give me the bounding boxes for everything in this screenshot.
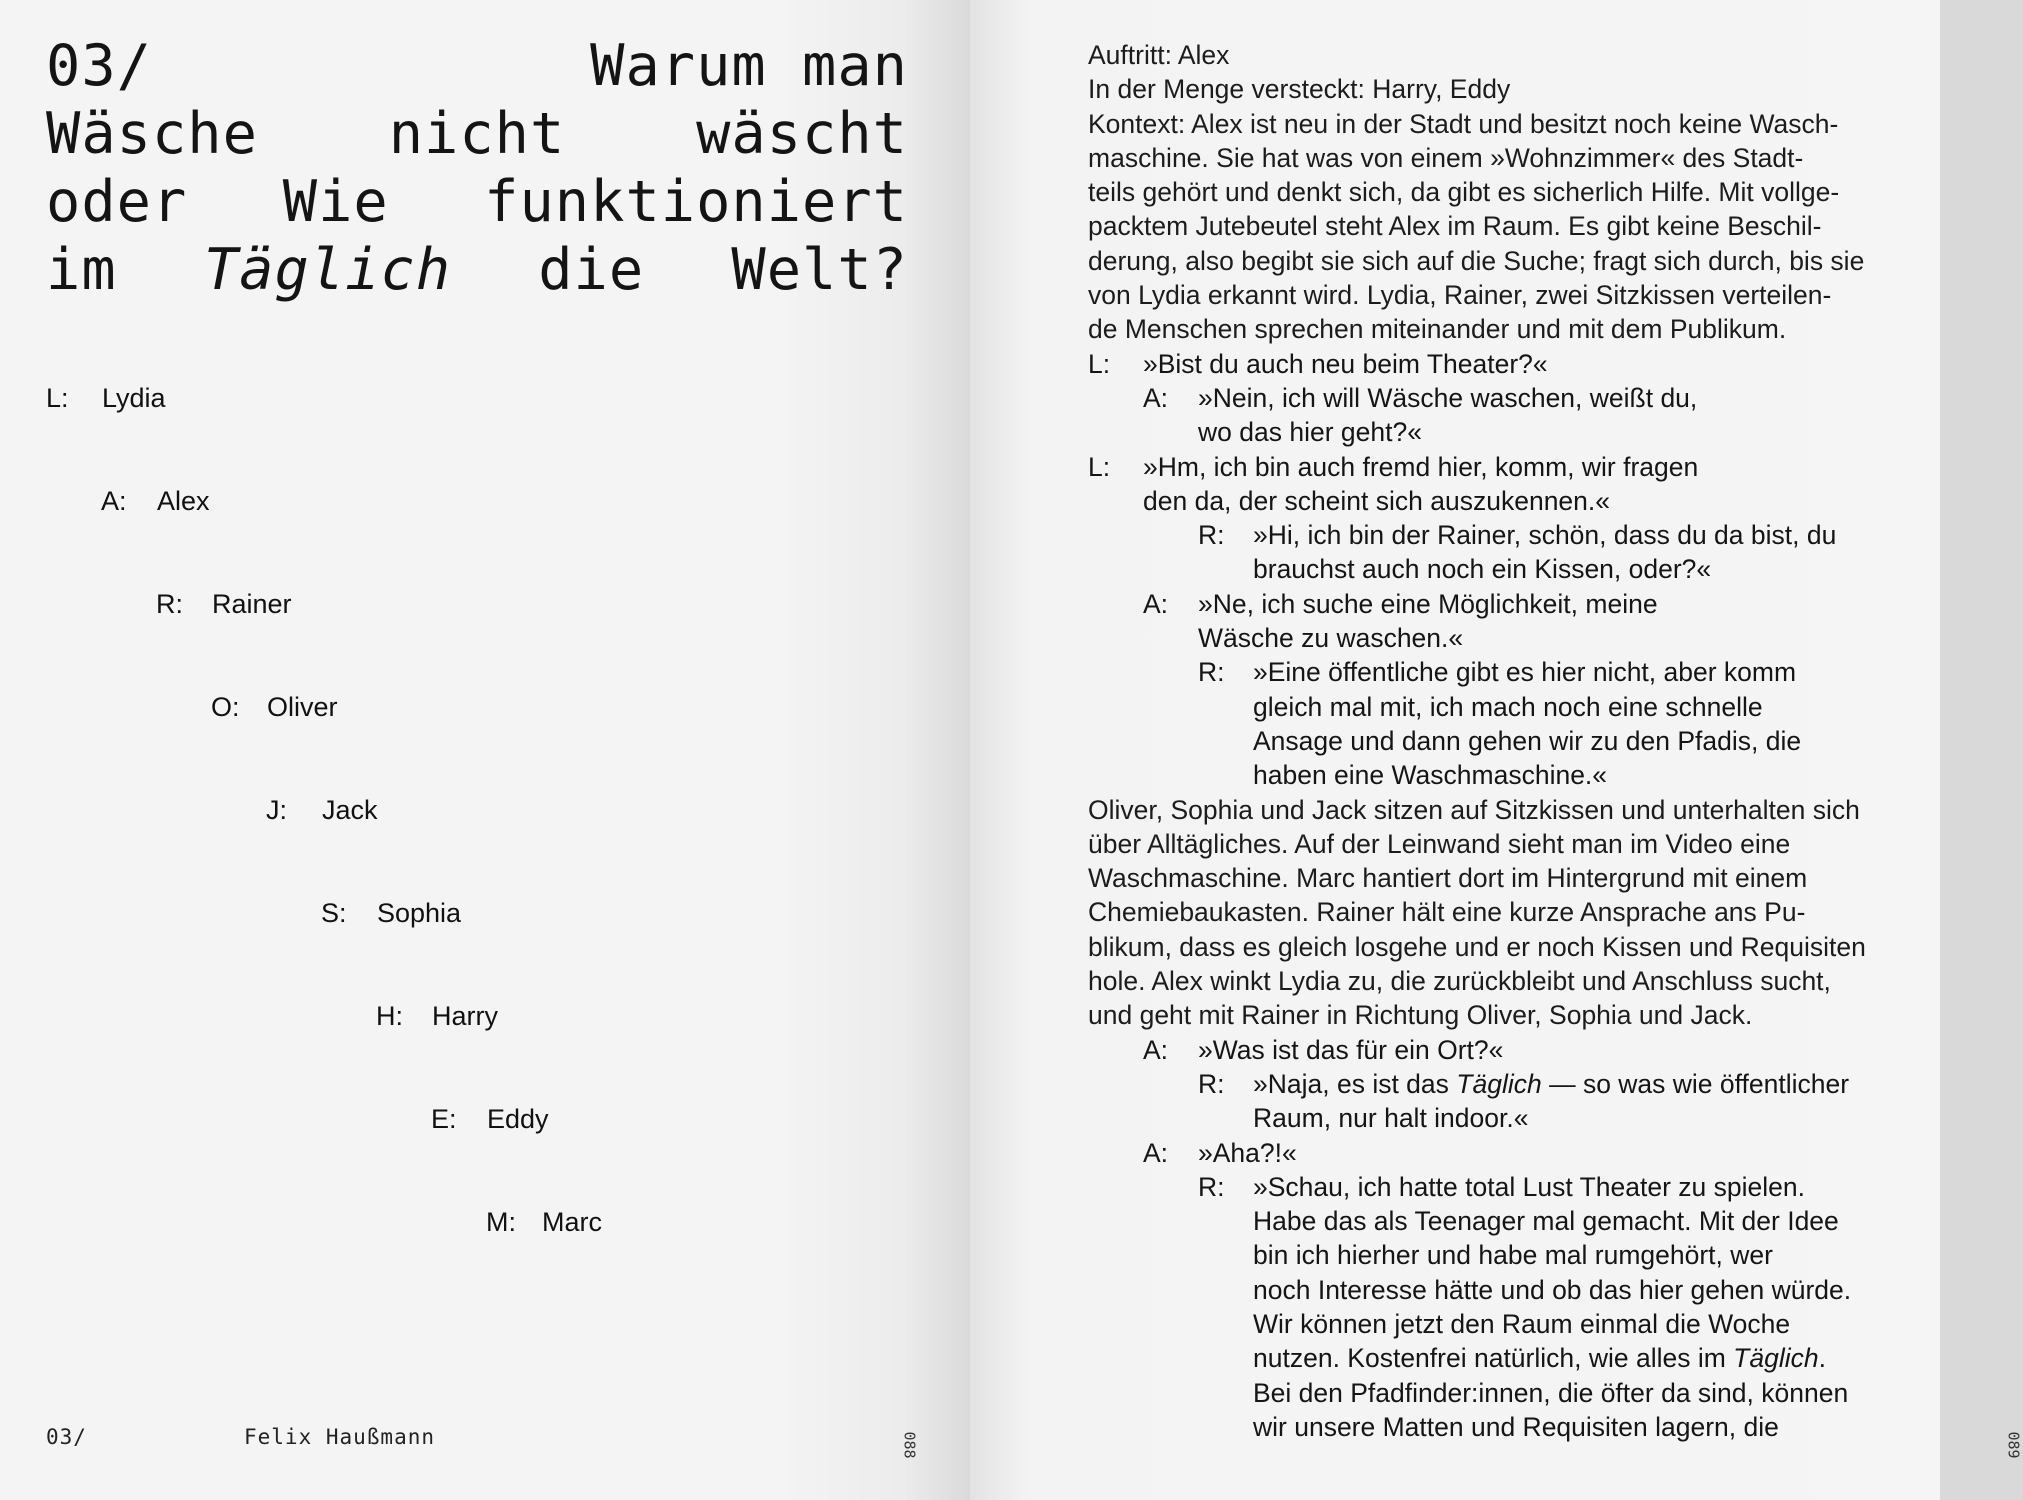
speaker-tag: R:	[1198, 520, 1225, 551]
cast-key: J:	[266, 795, 288, 825]
line-text: von Lydia erkannt wird. Lydia, Rainer, zwei Sitzkissen verteilen-	[1088, 280, 1832, 311]
text-line	[1088, 690, 1908, 724]
text-line	[1088, 1204, 1908, 1238]
title-word: im	[46, 237, 117, 303]
line-text: Bei den Pfadfinder:innen, die öfter da sind, können	[1253, 1377, 1849, 1408]
dialogue-line	[1088, 655, 1908, 689]
line-text: teils gehört und denkt sich, da gibt es sicherlich Hilfe. Mit vollge-	[1088, 177, 1840, 208]
line-text: »Hm, ich bin auch fremd hier, komm, wir fragen	[1143, 451, 1699, 482]
line-text: gleich mal mit, ich mach noch eine schnelle	[1253, 691, 1763, 722]
text-line	[1088, 1307, 1908, 1341]
line-text: haben eine Waschmaschine.«	[1253, 760, 1608, 791]
cast-entry	[46, 381, 166, 415]
dialogue-line	[1088, 347, 1908, 381]
cast-entry	[486, 1205, 602, 1239]
dialogue-line	[1088, 518, 1908, 552]
text-line	[1088, 621, 1908, 655]
title-word: oder	[46, 169, 188, 235]
line-text: »Ne, ich suche eine Möglichkeit, meine	[1198, 588, 1658, 619]
title-line	[46, 100, 908, 168]
speaker-tag	[1198, 1204, 1253, 1238]
speaker-tag	[1198, 758, 1253, 792]
title-word: Wie	[282, 169, 389, 235]
text-line	[1088, 312, 1908, 346]
title-word: die	[538, 237, 645, 303]
cast-entry	[321, 896, 461, 930]
speaker-tag	[1198, 1101, 1253, 1135]
line-text: wir unsere Matten und Requisiten lagern, die	[1253, 1411, 1779, 1442]
text-line	[1088, 1410, 1908, 1444]
footer-chapter: 03/	[46, 1425, 87, 1449]
line-text: In der Menge versteckt: Harry, Eddy	[1088, 74, 1511, 105]
speaker-tag: L:	[1088, 451, 1111, 482]
speaker-tag	[1198, 724, 1253, 758]
page-number-left: 088	[900, 1431, 919, 1459]
text-line	[1088, 930, 1908, 964]
speaker-tag	[1198, 1273, 1253, 1307]
cast-entry	[156, 587, 292, 621]
line-text: »Nein, ich will Wäsche waschen, weißt du,	[1198, 382, 1698, 413]
line-text: blikum, dass es gleich losgehe und er noch Kissen und Requisiten	[1088, 931, 1866, 962]
cast-key: M:	[486, 1207, 516, 1237]
page-number-right: 089	[2004, 1431, 2023, 1459]
line-text: Raum, nur halt indoor.«	[1253, 1103, 1529, 1134]
text-line	[1088, 758, 1908, 792]
line-text: »Naja, es ist das Täglich — so was wie öffentlicher	[1253, 1068, 1850, 1099]
cast-key: R:	[156, 589, 183, 619]
text-line	[1088, 209, 1908, 243]
line-text: den da, der scheint sich auszukennen.«	[1143, 485, 1611, 516]
text-line	[1088, 278, 1908, 312]
text-line	[1088, 552, 1908, 586]
text-line	[1088, 1376, 1908, 1410]
speaker-tag: L:	[1088, 348, 1111, 379]
cast-name: Rainer	[212, 589, 292, 619]
cast-name: Alex	[157, 486, 210, 516]
speaker-tag	[1088, 484, 1143, 518]
line-text: »Schau, ich hatte total Lust Theater zu spielen.	[1253, 1171, 1805, 1202]
title-word: nicht	[388, 101, 566, 167]
speaker-tag	[1198, 1238, 1253, 1272]
line-text: derung, also begibt sie sich auf die Suche; fragt sich durch, bis sie	[1088, 245, 1865, 276]
title-word: wäscht	[696, 101, 908, 167]
text-line	[1088, 998, 1908, 1032]
footer-author: Felix Haußmann	[244, 1425, 436, 1449]
line-text: brauchst auch noch ein Kissen, oder?«	[1253, 554, 1712, 585]
cast-entry	[376, 999, 498, 1033]
line-text: »Eine öffentliche gibt es hier nicht, aber komm	[1253, 657, 1797, 688]
speaker-tag	[1198, 1376, 1253, 1410]
text-line	[1088, 175, 1908, 209]
speaker-tag	[1198, 690, 1253, 724]
speaker-tag: R:	[1198, 657, 1225, 688]
text-line	[1088, 827, 1908, 861]
cast-name: Marc	[542, 1207, 602, 1237]
text-line	[1088, 964, 1908, 998]
title-word: funktioniert	[484, 169, 908, 235]
title-line	[46, 236, 908, 304]
cast-name: Jack	[322, 795, 378, 825]
text-line	[1088, 1341, 1908, 1375]
chapter-title	[46, 32, 908, 304]
cast-entry	[101, 484, 210, 518]
cast-key: L:	[46, 383, 69, 413]
line-text: Kontext: Alex ist neu in der Stadt und besitzt noch keine Wasch-	[1088, 108, 1839, 139]
text-line	[1088, 107, 1908, 141]
line-text: »Bist du auch neu beim Theater?«	[1143, 348, 1548, 379]
text-line	[1088, 895, 1908, 929]
text-line	[1088, 1101, 1908, 1135]
line-text: und geht mit Rainer in Richtung Oliver, Sophia und Jack.	[1088, 1000, 1753, 1031]
line-text: Waschmaschine. Marc hantiert dort im Hintergrund mit einem	[1088, 863, 1808, 894]
text-line	[1088, 484, 1908, 518]
text-line	[1088, 793, 1908, 827]
cast-name: Harry	[432, 1001, 498, 1031]
cast-key: A:	[101, 486, 127, 516]
cast-name: Eddy	[487, 1104, 549, 1134]
speaker-tag	[1198, 1307, 1253, 1341]
line-text: de Menschen sprechen miteinander und mit dem Publikum.	[1088, 314, 1787, 345]
script-text	[1088, 38, 1908, 1444]
title-line	[46, 168, 908, 236]
line-text: »Aha?!«	[1198, 1137, 1297, 1168]
dialogue-line	[1088, 381, 1908, 415]
text-line	[1088, 141, 1908, 175]
line-text: nutzen. Kostenfrei natürlich, wie alles im Täglich.	[1253, 1343, 1826, 1374]
line-text: Habe das als Teenager mal gemacht. Mit der Idee	[1253, 1206, 1839, 1237]
title-line	[46, 32, 908, 100]
dialogue-line	[1088, 1170, 1908, 1204]
dialogue-line	[1088, 450, 1908, 484]
line-text: Chemiebaukasten. Rainer hält eine kurze Ansprache ans Pu-	[1088, 897, 1806, 928]
dialogue-line	[1088, 1033, 1908, 1067]
text-line	[1088, 244, 1908, 278]
speaker-tag: R:	[1198, 1068, 1225, 1099]
left-page	[0, 0, 970, 1500]
speaker-tag	[1198, 1341, 1253, 1375]
line-text: über Alltägliches. Auf der Leinwand sieht man im Video eine	[1088, 828, 1791, 859]
text-line	[1088, 38, 1908, 72]
line-text: maschine. Sie hat was von einem »Wohnzimmer« des Stadt-	[1088, 142, 1804, 173]
line-text: hole. Alex winkt Lydia zu, die zurückbleibt und Anschluss sucht,	[1088, 966, 1831, 997]
title-word: Welt?	[731, 237, 908, 303]
dialogue-line	[1088, 1136, 1908, 1170]
cast-name: Lydia	[102, 383, 166, 413]
title-word: Wäsche	[46, 101, 258, 167]
cast-entry	[431, 1102, 549, 1136]
text-line	[1088, 1273, 1908, 1307]
title-word: Warum man	[590, 33, 908, 99]
line-text: »Was ist das für ein Ort?«	[1198, 1034, 1504, 1065]
line-text: Wir können jetzt den Raum einmal die Woche	[1253, 1308, 1791, 1339]
speaker-tag	[1198, 552, 1253, 586]
line-text: wo das hier geht?«	[1198, 417, 1422, 448]
cast-key: E:	[431, 1104, 457, 1134]
speaker-tag	[1143, 621, 1198, 655]
title-word: Täglich	[203, 237, 452, 303]
line-text: Auftritt: Alex	[1088, 40, 1230, 70]
line-text: Ansage und dann gehen wir zu den Pfadis, die	[1253, 725, 1802, 756]
speaker-tag: A:	[1143, 382, 1169, 413]
cast-key: H:	[376, 1001, 403, 1031]
line-text: bin ich hierher und habe mal rumgehört, wer	[1253, 1240, 1773, 1271]
cast-key: S:	[321, 898, 347, 928]
text-line	[1088, 72, 1908, 106]
line-text: Oliver, Sophia und Jack sitzen auf Sitzkissen und unterhalten sich	[1088, 794, 1860, 825]
speaker-tag: A:	[1143, 1137, 1169, 1168]
speaker-tag	[1143, 415, 1198, 449]
cast-entry	[211, 690, 338, 724]
cast-entry	[266, 793, 378, 827]
text-line	[1088, 415, 1908, 449]
cast-key: O:	[211, 692, 240, 722]
line-text: Wäsche zu waschen.«	[1198, 623, 1464, 654]
line-text: noch Interesse hätte und ob das hier gehen würde.	[1253, 1274, 1852, 1305]
dialogue-line	[1088, 1067, 1908, 1101]
text-line	[1088, 861, 1908, 895]
speaker-tag: R:	[1198, 1171, 1225, 1202]
cast-name: Oliver	[267, 692, 338, 722]
title-word: 03/	[46, 33, 152, 99]
text-line	[1088, 1238, 1908, 1272]
speaker-tag	[1198, 1410, 1253, 1444]
text-line	[1088, 724, 1908, 758]
cast-name: Sophia	[377, 898, 462, 928]
speaker-tag: A:	[1143, 588, 1169, 619]
line-text: »Hi, ich bin der Rainer, schön, dass du da bist, du	[1253, 520, 1837, 551]
line-text: packtem Jutebeutel steht Alex im Raum. Es gibt keine Beschil-	[1088, 211, 1822, 242]
speaker-tag: A:	[1143, 1034, 1169, 1065]
dialogue-line	[1088, 587, 1908, 621]
